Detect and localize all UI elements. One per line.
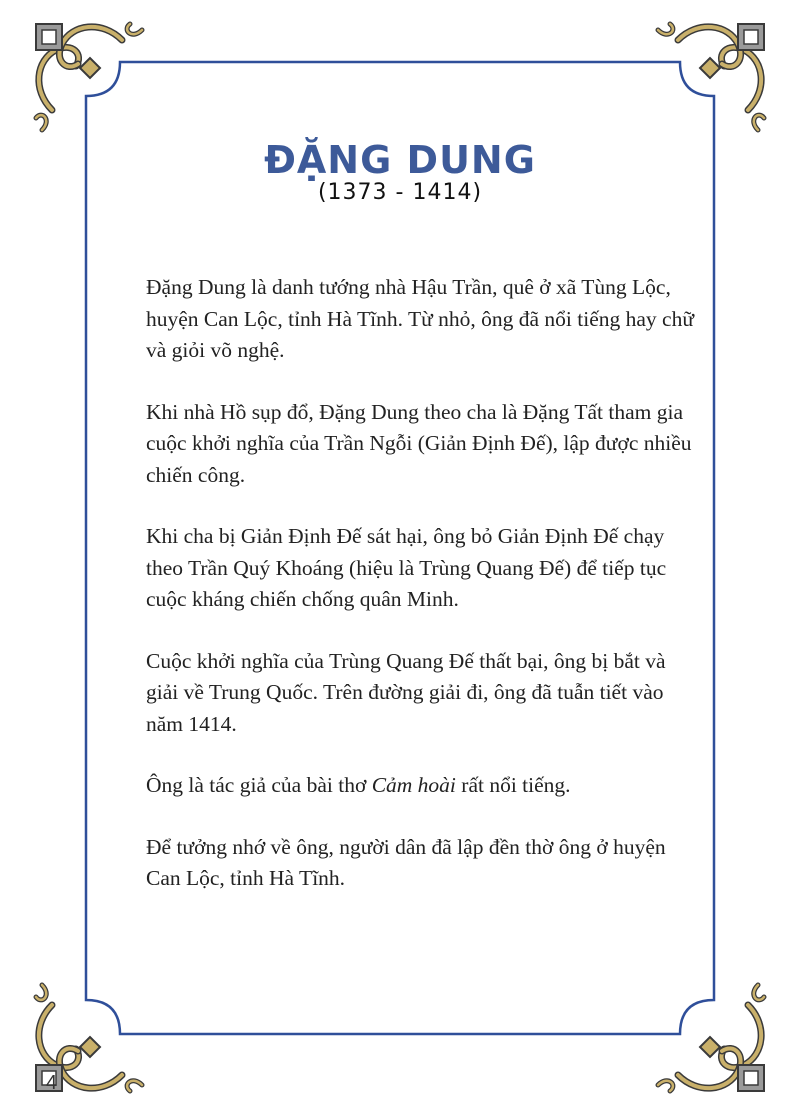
life-years: (1373 - 1414) xyxy=(317,180,483,205)
corner-ornament-icon xyxy=(648,975,778,1105)
paragraph: Đặng Dung là danh tướng nhà Hậu Trần, quê ở xã Tùng Lộc, huyện Can Lộc, tỉnh Hà Tĩnh. Từ nhỏ, ông đã nổi tiếng hay chữ và giỏi võ nghệ. xyxy=(146,275,694,362)
poem-title: Cảm hoài xyxy=(371,773,456,797)
paragraph xyxy=(146,770,694,802)
paragraph: Khi cha bị Giản Định Đế sát hại, ông bỏ Giản Định Đế chạy theo Trần Quý Khoáng (hiệu là Trùng Quang Đế) để tiếp tục cuộc kháng chiến chống quân Minh. xyxy=(146,524,667,611)
corner-ornament-icon xyxy=(648,10,778,140)
paragraph: Để tưởng nhớ về ông, người dân đã lập đền thờ ông ở huyện Can Lộc, tỉnh Hà Tĩnh. xyxy=(146,834,666,890)
paragraph-text: rất nổi tiếng. xyxy=(455,773,571,797)
corner-ornament-icon xyxy=(22,10,152,140)
biography-text xyxy=(146,272,694,925)
paragraph: Khi nhà Hồ sụp đổ, Đặng Dung theo cha là Đặng Tất tham gia cuộc khởi nghĩa của Trần Ngỗi (Giản Định Đế), lập được nhiều chiến công. xyxy=(146,399,692,487)
corner-ornament-icon xyxy=(22,975,152,1105)
paragraph: Cuộc khởi nghĩa của Trùng Quang Đế thất bại, ông bị bắt và giải về Trung Quốc. Trên đường giải đi, ông đã tuẫn tiết vào năm 1414. xyxy=(146,648,666,736)
paragraph-text: Ông là tác giả của bài thơ xyxy=(146,773,372,797)
page-number: 4 xyxy=(46,1072,58,1094)
page-title: ĐẶNG DUNG xyxy=(264,138,536,182)
